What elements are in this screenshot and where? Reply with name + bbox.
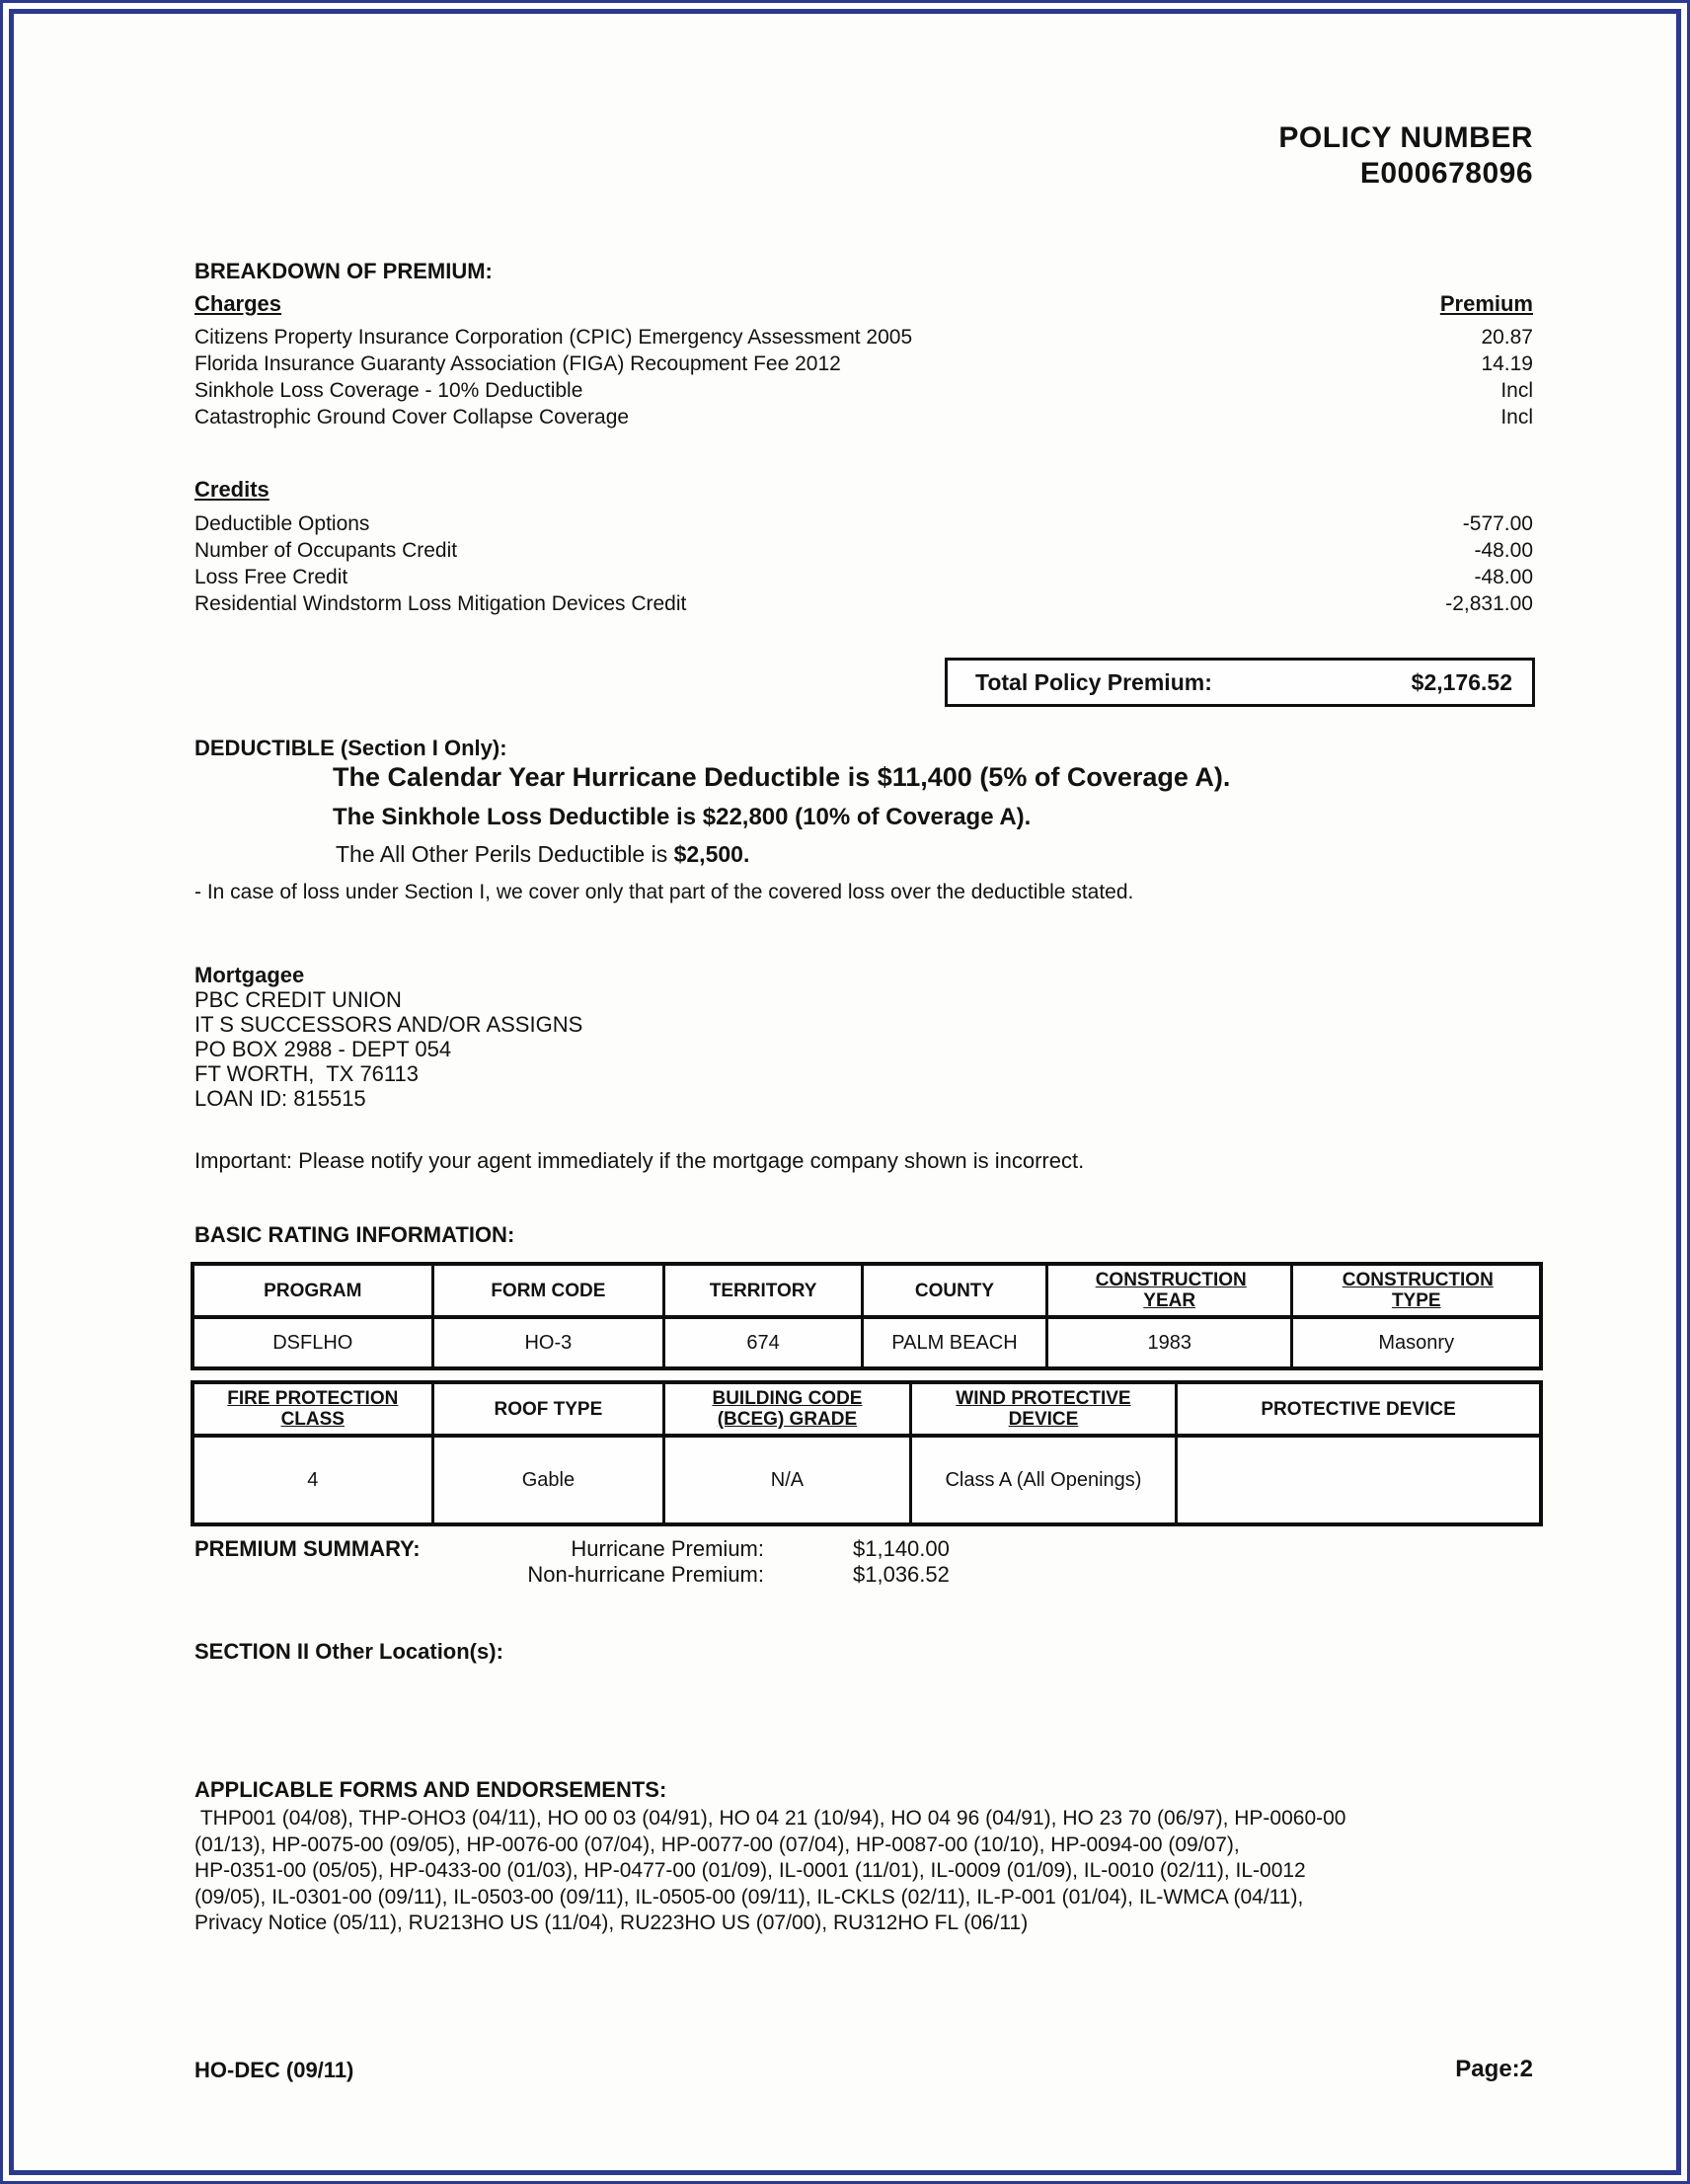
mortgagee-line: PBC CREDIT UNION — [194, 987, 402, 1012]
charge-amount: 20.87 — [1481, 326, 1533, 349]
table1-value-territory: 674 — [665, 1319, 864, 1366]
premium-summary-label: Hurricane Premium: — [571, 1536, 764, 1561]
table2-header-roof-type: ROOF TYPE — [434, 1384, 666, 1434]
basic-rating-table-1 — [191, 1262, 1543, 1370]
credit-label: Residential Windstorm Loss Mitigation Devices Credit — [194, 592, 687, 615]
charge-label: Sinkhole Loss Coverage - 10% Deductible — [194, 379, 583, 402]
table1-value-form-code: HO-3 — [434, 1319, 666, 1366]
credit-amount: -48.00 — [1474, 566, 1533, 588]
credit-row — [194, 510, 1533, 537]
forms-line: (09/05), IL-0301-00 (09/11), IL-0503-00 (09/11), IL-0505-00 (09/11), IL-CKLS (02/11), IL-P-001 (01/04), IL-WMCA (04/11), — [194, 1885, 1304, 1909]
table1-header-program: PROGRAM — [194, 1266, 434, 1315]
charge-row — [194, 351, 1533, 377]
table1-value-county: PALM BEACH — [864, 1319, 1048, 1366]
premium-summary-title: PREMIUM SUMMARY: — [194, 1536, 421, 1561]
table2-header-protective-device: PROTECTIVE DEVICE — [1261, 1398, 1456, 1420]
table1-header-row — [194, 1266, 1539, 1319]
charge-label: Citizens Property Insurance Corporation (CPIC) Emergency Assessment 2005 — [194, 326, 913, 349]
policy-number-header — [1278, 120, 1533, 192]
total-premium-amount: $2,176.52 — [1411, 668, 1512, 695]
table1-header-construction-year: CONSTRUCTION YEAR — [1048, 1266, 1294, 1315]
table1-header-county: COUNTY — [864, 1266, 1048, 1315]
forms-line: HP-0351-00 (05/05), HP-0433-00 (01/03), HP-0477-00 (01/09), IL-0001 (11/01), IL-0009 (01/09), IL-0010 (02/11), IL-0012 — [194, 1859, 1306, 1882]
table2-header-wind-protective-device: WIND PROTECTIVE DEVICE — [912, 1384, 1178, 1434]
deductible-note: - In case of loss under Section I, we cover only that part of the covered loss over the deductible stated. — [194, 881, 1134, 903]
forms-line: (01/13), HP-0075-00 (09/05), HP-0076-00 (07/04), HP-0077-00 (07/04), HP-0087-00 (10/10), HP-0094-00 (09/07), — [194, 1833, 1240, 1856]
credit-amount: -48.00 — [1474, 539, 1533, 562]
policy-number-label: POLICY NUMBER — [1278, 121, 1533, 154]
table1-header-construction-type: CONSTRUCTION TYPE — [1342, 1270, 1494, 1311]
charges-header-row — [194, 290, 1533, 317]
all-other-perils-deductible-line — [336, 841, 749, 868]
table2-value-roof-type: Gable — [434, 1438, 666, 1522]
total-premium-box — [945, 658, 1535, 707]
premium-heading: Premium — [1439, 291, 1533, 316]
aop-deductible-amount: $2,500. — [673, 841, 750, 867]
credits-heading: Credits — [194, 477, 269, 502]
forms-line: Privacy Notice (05/11), RU213HO US (11/04), RU223HO US (07/00), RU312HO FL (06/11) — [194, 1911, 1029, 1934]
charge-row — [194, 377, 1533, 404]
credit-row — [194, 537, 1533, 564]
mortgagee-line: FT WORTH, TX 76113 — [194, 1061, 419, 1086]
charge-row — [194, 324, 1533, 351]
footer-page-number: Page:2 — [1455, 2056, 1533, 2082]
mortgagee-block — [194, 963, 582, 1111]
charge-label: Florida Insurance Guaranty Association (FIGA) Recoupment Fee 2012 — [194, 352, 841, 375]
section2-title: SECTION II Other Location(s): — [194, 1639, 503, 1664]
premium-summary-amount: $1,140.00 — [853, 1536, 950, 1561]
footer-form-id: HO-DEC (09/11) — [194, 2058, 354, 2082]
table2-value-row — [194, 1438, 1539, 1522]
hurricane-deductible-line: The Calendar Year Hurricane Deductible is $11,400 (5% of Coverage A). — [333, 762, 1231, 792]
sinkhole-deductible-line: The Sinkhole Loss Deductible is $22,800 (10% of Coverage A). — [333, 804, 1032, 830]
table1-header-territory: TERRITORY — [665, 1266, 864, 1315]
credits-heading-row — [194, 477, 269, 503]
forms-title: APPLICABLE FORMS AND ENDORSEMENTS: — [194, 1777, 667, 1802]
charge-row — [194, 404, 1533, 430]
credit-label: Number of Occupants Credit — [194, 539, 458, 562]
credit-row — [194, 590, 1533, 617]
table1-value-construction-year: 1983 — [1048, 1319, 1294, 1366]
charges-heading: Charges — [194, 291, 282, 316]
table2-value-protective-device — [1178, 1438, 1539, 1522]
credit-amount: -2,831.00 — [1445, 592, 1533, 615]
charge-label: Catastrophic Ground Cover Collapse Coverage — [194, 406, 630, 429]
premium-summary-label: Non-hurricane Premium: — [527, 1562, 764, 1587]
premium-summary-block — [194, 1536, 950, 1588]
credit-row — [194, 564, 1533, 590]
table1-value-row — [194, 1319, 1539, 1366]
premium-summary-amount: $1,036.52 — [853, 1562, 950, 1587]
credit-amount: -577.00 — [1462, 512, 1533, 535]
table2-header-bceg-grade: BUILDING CODE (BCEG) GRADE — [665, 1384, 912, 1434]
table1-value-program: DSFLHO — [194, 1319, 434, 1366]
policy-number-value: E000678096 — [1359, 157, 1533, 190]
important-note: Important: Please notify your agent immediately if the mortgage company shown is incorrect. — [194, 1148, 1085, 1173]
breakdown-title: BREAKDOWN OF PREMIUM: — [194, 259, 493, 283]
mortgagee-heading: Mortgagee — [194, 963, 305, 987]
table2-header-fire-protection-class: FIRE PROTECTION CLASS — [194, 1384, 434, 1434]
premium-summary-row — [194, 1562, 950, 1588]
mortgagee-line: IT S SUCCESSORS AND/OR ASSIGNS — [194, 1012, 583, 1037]
basic-rating-table-2 — [191, 1380, 1543, 1526]
charge-amount: 14.19 — [1481, 352, 1533, 375]
charge-amount: Incl — [1500, 406, 1533, 429]
forms-line: THP001 (04/08), THP-OHO3 (04/11), HO 00 03 (04/91), HO 04 21 (10/94), HO 04 96 (04/91), HO 23 70 (06/97), HP-0060-00 — [194, 1807, 1346, 1830]
table1-header-form-code: FORM CODE — [434, 1266, 666, 1315]
table2-value-fire-protection-class: 4 — [194, 1438, 434, 1522]
table2-value-bceg-grade: N/A — [665, 1438, 912, 1522]
deductible-title: DEDUCTIBLE (Section I Only): — [194, 736, 507, 760]
charge-amount: Incl — [1500, 379, 1533, 402]
mortgagee-line: PO BOX 2988 - DEPT 054 — [194, 1037, 452, 1061]
table2-value-wind-protective-device: Class A (All Openings) — [912, 1438, 1178, 1522]
aop-deductible-prefix: The All Other Perils Deductible is — [336, 841, 674, 867]
mortgagee-line: LOAN ID: 815515 — [194, 1086, 366, 1111]
credit-label: Loss Free Credit — [194, 566, 348, 588]
basic-rating-title: BASIC RATING INFORMATION: — [194, 1222, 515, 1247]
total-premium-label: Total Policy Premium: — [975, 668, 1212, 695]
table1-value-construction-type: Masonry — [1378, 1331, 1455, 1354]
forms-block — [194, 1777, 1547, 1937]
table2-header-row — [194, 1384, 1539, 1438]
credit-label: Deductible Options — [194, 512, 370, 535]
